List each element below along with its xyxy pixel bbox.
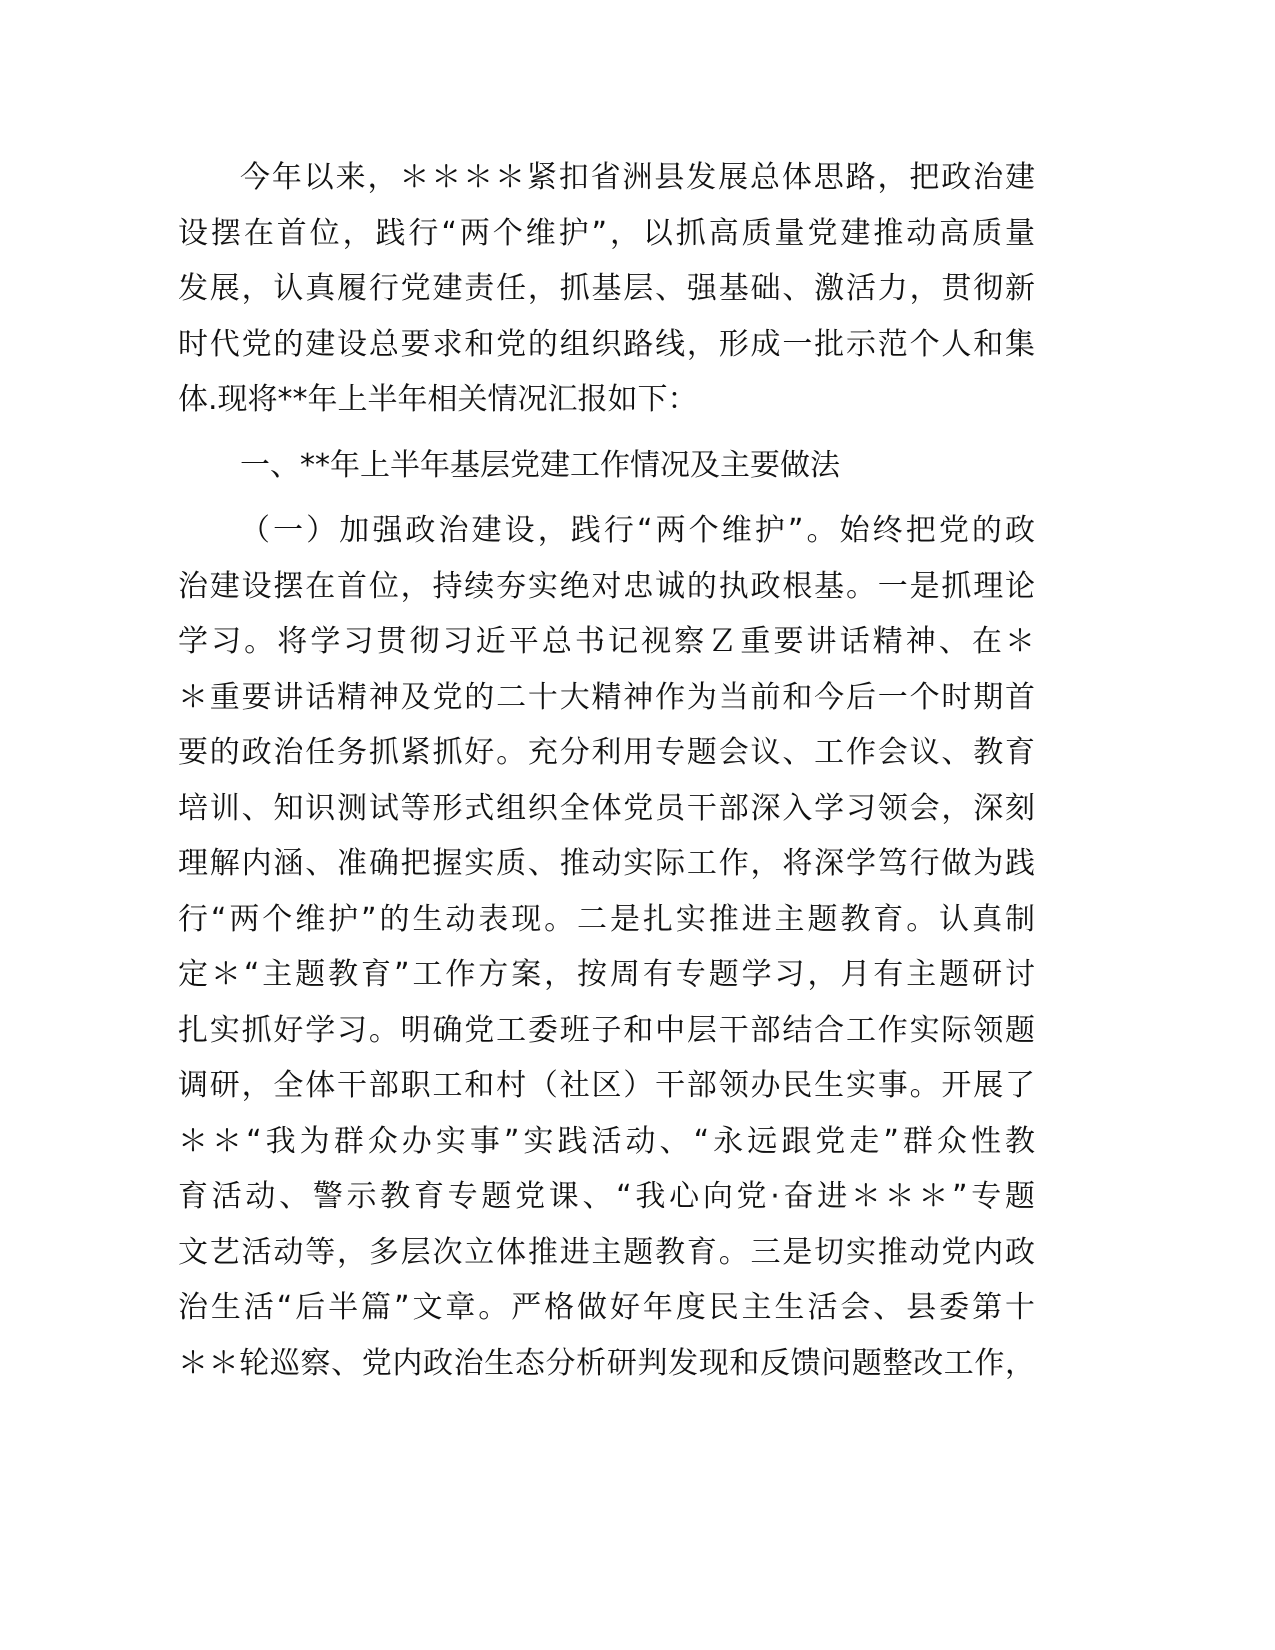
text-line: 扎实抓好学习。明确党工委班子和中层干部结合工作实际领题 <box>178 1012 1035 1048</box>
text-line: 定＊“主题教育”工作方案，按周有专题学习，月有主题研讨 <box>178 957 1035 992</box>
text-line: 今年以来，＊＊＊＊紧扣省洲县发展总体思路，把政治建 <box>240 160 1035 195</box>
text-line: 治生活“后半篇”文章。严格做好年度民主生活会、县委第十 <box>178 1290 1035 1325</box>
text-line: 体.现将**年上半年相关情况汇报如下： <box>178 382 698 417</box>
text-line: 要的政治任务抓紧抓好。充分利用专题会议、工作会议、教育 <box>178 735 1035 770</box>
text-line: 时代党的建设总要求和党的组织路线，形成一批示范个人和集 <box>178 326 1035 362</box>
text-line: 学习。将学习贯彻习近平总书记视察Ｚ重要讲话精神、在＊ <box>178 624 1035 659</box>
text-line: ＊＊“我为群众办实事”实践活动、“永远跟党走”群众性教 <box>178 1123 1035 1159</box>
text-line: ＊＊轮巡察、党内政治生态分析研判发现和反馈问题整改工作， <box>178 1345 1035 1381</box>
text-line: 理解内涵、准确把握实质、推动实际工作，将深学笃行做为践 <box>178 846 1035 881</box>
text-line: 行“两个维护”的生动表现。二是扎实推进主题教育。认真制 <box>178 901 1035 937</box>
section-heading: 一、**年上半年基层党建工作情况及主要做法 <box>240 448 840 483</box>
text-line: 育活动、警示教育专题党课、“我心向党·奋进＊＊＊”专题 <box>178 1179 1035 1214</box>
text-line: 设摆在首位，践行“两个维护”，以抓高质量党建推动高质量 <box>178 215 1035 251</box>
text-line: 调研，全体干部职工和村（社区）干部领办民生实事。开展了 <box>178 1068 1035 1103</box>
text-line: 发展，认真履行党建责任，抓基层、强基础、激活力，贯彻新 <box>178 271 1035 306</box>
text-line: （一）加强政治建设，践行“两个维护”。始终把党的政 <box>240 513 1035 548</box>
text-line: 培训、知识测试等形式组织全体党员干部深入学习领会，深刻 <box>178 790 1035 826</box>
text-line: ＊重要讲话精神及党的二十大精神作为当前和今后一个时期首 <box>178 679 1035 715</box>
text-line: 治建设摆在首位，持续夯实绝对忠诚的执政根基。一是抓理论 <box>178 568 1035 604</box>
text-line: 文艺活动等，多层次立体推进主题教育。三是切实推动党内政 <box>178 1234 1035 1270</box>
